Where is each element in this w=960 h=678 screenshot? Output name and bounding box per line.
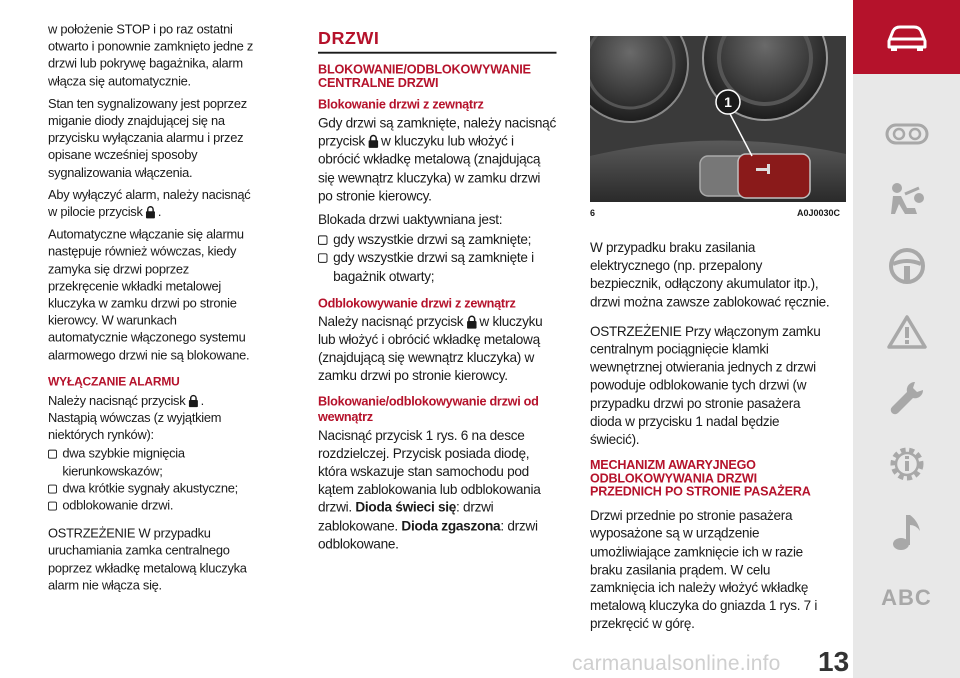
list-item — [48, 481, 256, 498]
text: Nacisnąć przycisk 1 rys. 6 na desce rozdzielczej. Przycisk posiada diodę, która wskazuje stan samochodu pod kątem zablokowania lub odblokowania drzwi. — [318, 428, 541, 516]
chapter-sidebar — [853, 0, 960, 678]
text: Gdy drzwi są zamknięte, należy nacisnąć przycisk — [318, 116, 556, 150]
column-3 — [590, 240, 830, 640]
column-2 — [318, 30, 557, 560]
paragraph: OSTRZEŻENIE Przy włączonym zamku centralnym pociągnięcie klamki wewnętrznej otwierania jednych z drzwi powoduje odblokowanie tych drzwi (w przypadku drzwi po stronie pasażera dioda w przycisku 1 nadal będzie świecić). — [590, 324, 821, 448]
text: . Nastąpią wówczas (z wyjątkiem niektórych rynków): — [48, 394, 222, 443]
steering-wheel-icon — [887, 246, 927, 286]
paragraph: Drzwi przednie po stronie pasażera wyposażone są w urządzenie umożliwiające zamknięcie ich w razie braku zasilania prądem. W celu zamknięcia ich należy włożyć wkładkę metalową kluczyka do gniazda 1 rys. 7 i przekręcić w górę. — [590, 508, 818, 632]
list-item — [318, 250, 557, 286]
checkbox-bullet-icon — [48, 450, 57, 459]
paragraph — [48, 393, 256, 445]
figure-number: 6 — [590, 208, 596, 218]
figure-code: A0J0030C — [796, 208, 840, 218]
paragraph: Automatyczne włączanie się alarmu następuje również wówczas, kiedy zamyka się drzwi poprzez przekręcenie wkładki metalowej kluczyka w zamku drzwi po stronie kierowcy. W warunkach automatycznie włączonego systemu alarmowego drzwi nie są blokowane. — [48, 227, 250, 363]
text: : drzwi zablokowane. — [318, 500, 494, 535]
paragraph: Stan ten sygnalizowany jest poprzez miganie diody znajdującej się na przycisku wyłączania alarmu i przez opisane wcześniej sposoby sygnalizowania włączenia. — [48, 96, 247, 181]
list-item-text: gdy wszystkie drzwi są zamknięte i bagażnik otwarty; — [333, 250, 534, 285]
figure-callout-label: 1 — [724, 94, 732, 110]
subsection-heading: Blokowanie/odblokowywanie drzwi od wewnątrz — [318, 394, 539, 424]
sidebar-tab-maintenance[interactable] — [853, 362, 960, 434]
car-icon — [885, 23, 929, 51]
paragraph — [318, 427, 557, 554]
paragraph: w położenie STOP i po raz ostatni otwarto i ponownie zamknięto jedne z drzwi lub pokrywę bagażnika, alarm włącza się automatycznie. — [48, 22, 254, 89]
paragraph — [318, 115, 557, 206]
seat-airbag-icon — [887, 180, 927, 220]
list-item — [48, 498, 256, 515]
paragraph — [318, 314, 557, 387]
bold-text: Dioda zgaszona — [401, 518, 501, 535]
text: Należy nacisnąć przycisk — [48, 394, 186, 409]
section-heading: BLOKOWANIE/ODBLOKOWYWANIE CENTRALNE DRZWI — [318, 62, 531, 90]
text: w kluczyku lub włożyć i obrócić wkładkę metalową (znajdującą się wewnątrz kluczyka) w zamku drzwi po stronie kierowcy. — [318, 134, 541, 204]
lock-icon — [145, 205, 155, 218]
subsection-heading: Odblokowywanie drzwi z zewnątrz — [318, 295, 516, 310]
list-item — [318, 232, 557, 250]
checkbox-bullet-icon — [318, 236, 327, 245]
watermark: carmanualsonline.info — [572, 652, 781, 675]
paragraph: OSTRZEŻENIE W przypadku uruchamiania zamka centralnego poprzez wkładkę metalową kluczyka alarm nie włącza się. — [48, 526, 247, 593]
dashboard-illustration — [590, 36, 846, 202]
sidebar-tab-instruments[interactable] — [853, 98, 960, 170]
dashboard-gauges-icon — [885, 122, 929, 146]
lock-icon — [188, 394, 198, 407]
text: Należy nacisnąć przycisk — [318, 314, 464, 330]
section-heading: WYŁĄCZANIE ALARMU — [48, 374, 180, 388]
page-number: 13 — [818, 646, 850, 677]
dashboard-photo — [590, 36, 846, 202]
section-heading: MECHANIZM AWARYJNEGO ODBLOKOWYWANIA DRZWI PRZEDNICH PO STRONIE PASAŻERA — [590, 458, 811, 499]
paragraph: Blokada drzwi uaktywniana jest: — [318, 212, 503, 228]
gear-info-icon — [886, 443, 928, 485]
paragraph: W przypadku braku zasilania elektrycznego (np. przepalony bezpiecznik, odłączony akumulator itp.), drzwi można zawsze zablokować ręcznie. — [590, 240, 830, 311]
list-item-text: dwa szybkie mignięcia kierunkowskazów; — [62, 447, 185, 479]
paragraph — [48, 187, 256, 221]
text: : drzwi odblokowane. — [318, 518, 538, 553]
sidebar-tab-index[interactable] — [853, 562, 960, 634]
column-1 — [48, 22, 256, 600]
sidebar-tab-multimedia[interactable] — [853, 496, 960, 568]
lock-icon — [466, 315, 476, 329]
lock-icon — [368, 134, 378, 148]
chapter-title: DRZWI — [318, 30, 557, 54]
wrench-icon — [887, 378, 927, 418]
list-item-text: dwa krótkie sygnały akustyczne; — [62, 481, 238, 497]
figure-caption — [590, 208, 846, 222]
music-note-icon — [890, 511, 924, 553]
text: w kluczyku lub włożyć i obrócić wkładkę metalową (znajdującą się wewnątrz kluczyka) w zamku drzwi po stronie kierowcy. — [318, 314, 543, 385]
sidebar-tab-technical-data[interactable] — [853, 428, 960, 500]
sidebar-tab-car[interactable] — [853, 0, 960, 74]
sidebar-tab-emergency[interactable] — [853, 296, 960, 368]
sidebar-abc-label: ABC — [881, 585, 932, 610]
sidebar-tab-starting[interactable] — [853, 230, 960, 302]
list-item-text: gdy wszystkie drzwi są zamknięte; — [333, 232, 532, 248]
text: Aby wyłączyć alarm, należy nacisnąć w pilocie przycisk — [48, 188, 251, 220]
subsection-heading: Blokowanie drzwi z zewnątrz — [318, 97, 484, 112]
sidebar-tab-safety[interactable] — [853, 164, 960, 236]
warning-triangle-icon — [887, 314, 927, 350]
checkbox-bullet-icon — [48, 484, 57, 493]
checkbox-bullet-icon — [318, 254, 327, 263]
list-item-text: odblokowanie drzwi. — [62, 498, 174, 514]
list-item — [48, 447, 256, 481]
checkbox-bullet-icon — [48, 502, 57, 511]
bold-text: Dioda świeci się — [355, 500, 457, 516]
text: . — [157, 205, 162, 220]
